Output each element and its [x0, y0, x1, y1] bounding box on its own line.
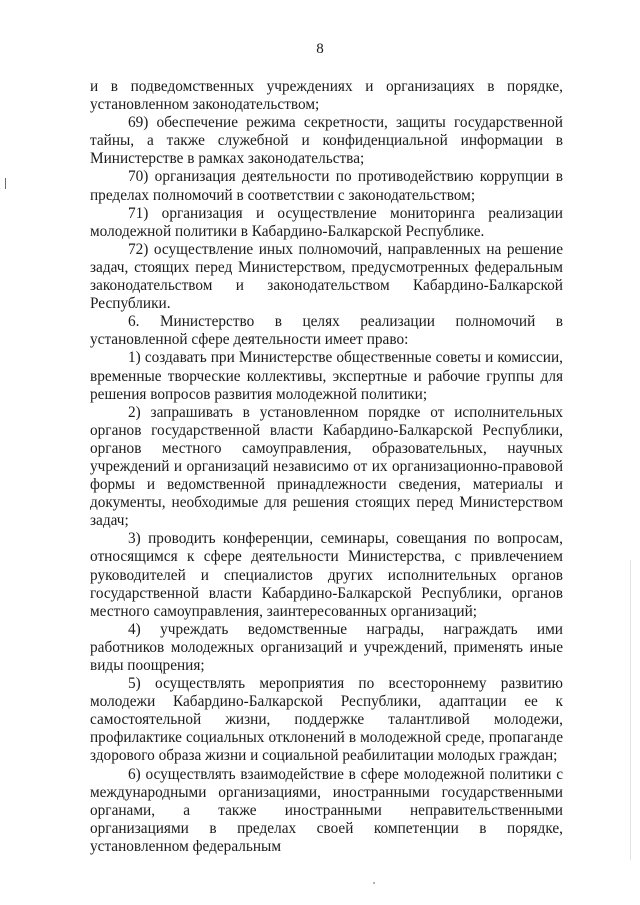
paragraph: 70) организация деятельности по противодействию коррупции в пределах полномочий в соответствии с законодательством; — [90, 168, 563, 204]
paragraph: 6. Министерство в целях реализации полномочий в установленной сфере деятельности имеет право: — [90, 313, 563, 349]
paragraph: 2) запрашивать в установленном порядке от исполнительных органов государственной власти Кабардино-Балкарской Республики, органов местного самоуправления, образовательных, научных учреждений и организаций независимо от их организационно-правовой формы и ведомственной принадлежности сведения, материалы и документы, необходимые для решения стоящих перед Министерством задач; — [90, 403, 563, 530]
page-number: 8 — [316, 41, 324, 57]
paragraph: 71) организация и осуществление мониторинга реализации молодежной политики в Кабардино-Балкарской Республике. — [90, 204, 563, 240]
paragraph: 4) учреждать ведомственные награды, награждать ими работников молодежных организаций и учреждений, применять иные виды поощрения; — [90, 620, 563, 674]
paragraph: 69) обеспечение режима секретности, защиты государственной тайны, а также служебной и конфиденциальной информации в Министерстве в рамках законодательства; — [90, 114, 563, 168]
paragraph: 72) осуществление иных полномочий, направленных на решение задач, стоящих перед Министерством, предусмотренных федеральным законодательством и законодательством Кабардино-Балкарской Республики. — [90, 240, 563, 313]
paragraph: и в подведомственных учреждениях и организациях в порядке, установленном законодательством; — [90, 78, 563, 114]
scan-edge-shadow — [630, 560, 631, 860]
paragraph: 5) осуществлять мероприятия по всестороннему развитию молодежи Кабардино-Балкарской Республики, адаптации ее к самостоятельной жизни, поддержке талантливой молодежи, профилактике социальных отклонений в молодежной среде, пропаганде здорового образа жизни и социальной реабилитации молодых граждан; — [90, 675, 563, 765]
scan-margin-mark — [5, 178, 6, 189]
paragraph: 6) осуществлять взаимодействие в сфере молодежной политики с международными организациями, иностранными государственными органами, а также иностранными неправительственными организациями в пределах своей компетенции в порядке, установленном федеральным — [90, 765, 563, 855]
paragraph: 1) создавать при Министерстве общественные советы и комиссии, временные творческие коллективы, экспертные и рабочие группы для решения вопросов развития молодежной политики; — [90, 349, 563, 403]
scan-speck — [373, 882, 375, 884]
document-body — [90, 78, 563, 856]
paragraph: 3) проводить конференции, семинары, совещания по вопросам, относящимся к сфере деятельности Министерства, с привлечением руководителей и специалистов других исполнительных органов государственной власти Кабардино-Балкарской Республики, органов местного самоуправления, заинтересованных организаций; — [90, 530, 563, 620]
